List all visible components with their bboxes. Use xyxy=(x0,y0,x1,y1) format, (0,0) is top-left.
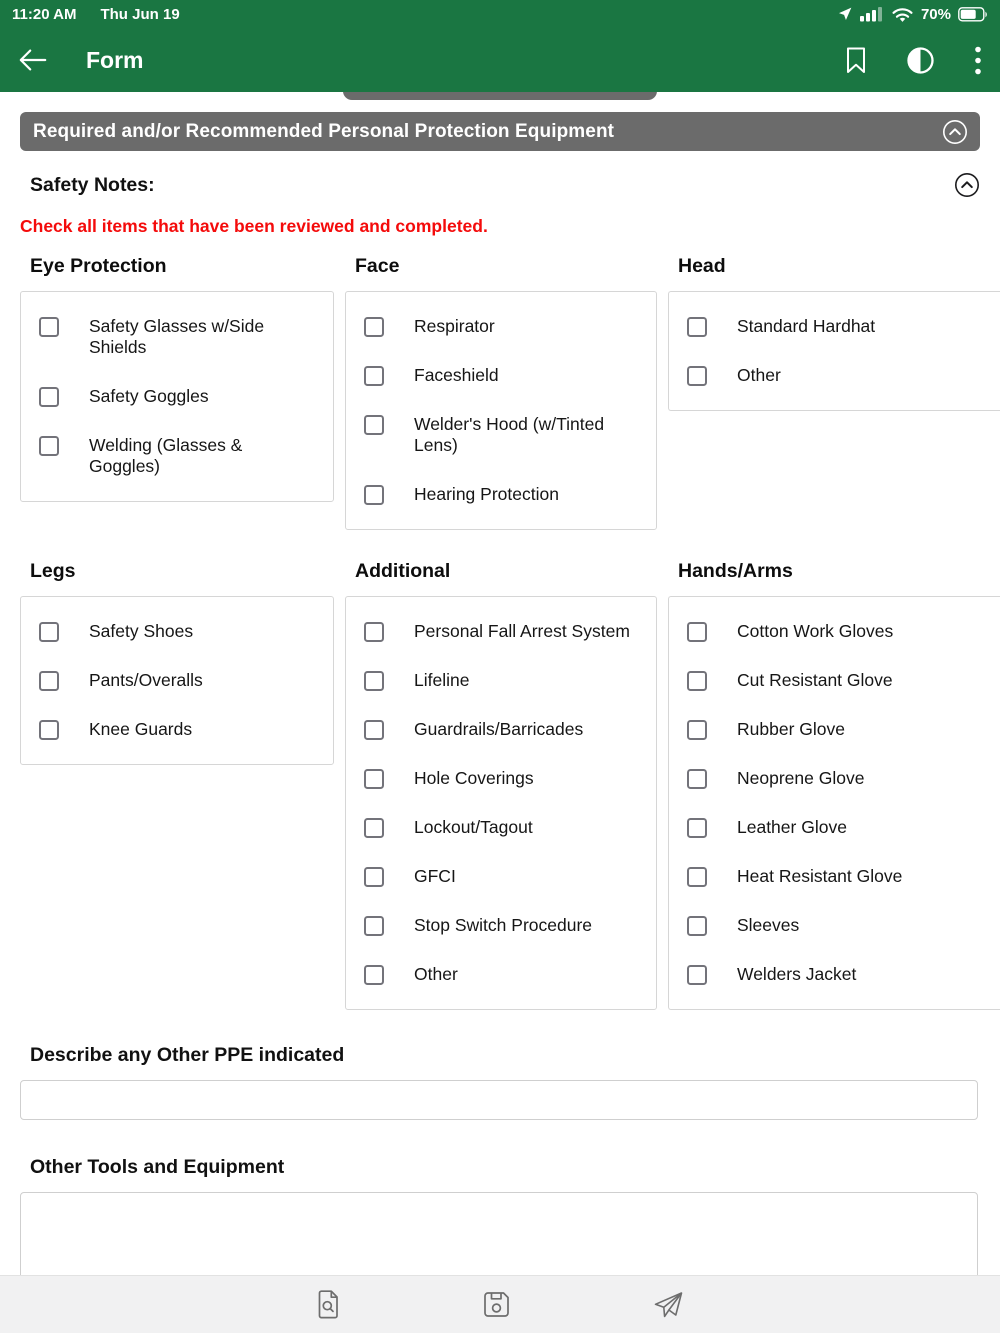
checkbox-label: Lifeline xyxy=(414,670,470,690)
ppe-group-legs xyxy=(20,560,334,765)
chevron-up-circle-icon[interactable] xyxy=(954,172,980,198)
bookmark-button[interactable] xyxy=(843,44,869,77)
checkbox-label: Pants/Overalls xyxy=(89,670,203,690)
status-bar xyxy=(0,0,1000,28)
bookmark-icon xyxy=(845,46,867,75)
checkbox[interactable] xyxy=(39,671,59,691)
other-ppe-label: Describe any Other PPE indicated xyxy=(30,1044,345,1066)
checkbox-label: Neoprene Glove xyxy=(737,768,865,788)
checkbox-label: Heat Resistant Glove xyxy=(737,866,903,886)
checkbox-label: Hearing Protection xyxy=(414,484,559,504)
nav-bar xyxy=(0,28,1000,92)
other-tools-label: Other Tools and Equipment xyxy=(30,1156,285,1178)
safety-notes-label: Safety Notes: xyxy=(30,173,155,196)
checkbox[interactable] xyxy=(39,387,59,407)
checkbox-row-heat-resistant-glove[interactable] xyxy=(669,852,1000,901)
group-box xyxy=(668,596,1000,1010)
checkbox[interactable] xyxy=(39,622,59,642)
group-title: Additional xyxy=(355,560,451,582)
checkbox-row-cut-resistant-glove[interactable] xyxy=(669,656,1000,705)
ppe-group-hands-arms xyxy=(668,560,1000,1010)
checkbox-row-personal-fall-arrest-system[interactable] xyxy=(346,607,656,656)
checkbox-row-welding-glasses-goggles[interactable] xyxy=(21,421,333,491)
checkbox-row-hearing-protection[interactable] xyxy=(346,470,656,519)
checkbox-label: Welder's Hood (w/Tinted Lens) xyxy=(414,414,605,455)
checkbox-row-stop-switch-procedure[interactable] xyxy=(346,901,656,950)
checkbox-row-safety-shoes[interactable] xyxy=(21,607,333,656)
document-preview-icon xyxy=(316,1290,340,1319)
section-title: Required and/or Recommended Personal Protection Equipment xyxy=(33,120,615,142)
checkbox-row-welder-s-hood-w-tinted-lens[interactable] xyxy=(346,400,656,470)
checkbox-label: Stop Switch Procedure xyxy=(414,915,593,935)
group-box xyxy=(345,291,657,530)
checkbox[interactable] xyxy=(687,769,707,789)
checkbox[interactable] xyxy=(364,485,384,505)
group-title: Face xyxy=(355,255,400,277)
contrast-button[interactable] xyxy=(903,43,938,78)
checkbox-row-safety-goggles[interactable] xyxy=(21,372,333,421)
battery-percent: 70% xyxy=(920,5,951,23)
checkbox-row-pants-overalls[interactable] xyxy=(21,656,333,705)
checkbox[interactable] xyxy=(39,317,59,337)
checkbox[interactable] xyxy=(364,720,384,740)
checkbox-label: GFCI xyxy=(414,866,456,886)
save-icon xyxy=(483,1291,510,1318)
checkbox[interactable] xyxy=(364,671,384,691)
checkbox-label: Lockout/Tagout xyxy=(414,817,533,837)
checkbox-row-hole-coverings[interactable] xyxy=(346,754,656,803)
status-time: 11:20 AM xyxy=(12,5,77,23)
location-icon xyxy=(837,6,853,22)
checkbox-row-other[interactable] xyxy=(346,950,656,999)
checkbox[interactable] xyxy=(687,867,707,887)
checkbox[interactable] xyxy=(687,622,707,642)
checkbox[interactable] xyxy=(687,720,707,740)
checkbox-label: Leather Glove xyxy=(737,817,847,837)
checkbox-row-knee-guards[interactable] xyxy=(21,705,333,754)
checkbox[interactable] xyxy=(364,867,384,887)
group-title: Legs xyxy=(30,560,76,582)
checkbox-row-other[interactable] xyxy=(669,351,1000,400)
checkbox-label: Cotton Work Gloves xyxy=(737,621,894,641)
page-title: Form xyxy=(86,46,144,73)
back-button[interactable] xyxy=(16,45,50,75)
battery-icon xyxy=(958,7,988,22)
group-box xyxy=(668,291,1000,411)
group-title: Eye Protection xyxy=(30,255,167,277)
checkbox-row-sleeves[interactable] xyxy=(669,901,1000,950)
checkbox-label: Guardrails/Barricades xyxy=(414,719,584,739)
checkbox[interactable] xyxy=(687,916,707,936)
section-header-ppe[interactable] xyxy=(20,112,980,151)
checkbox[interactable] xyxy=(687,366,707,386)
overflow-menu-button[interactable] xyxy=(972,43,984,78)
checkbox-label: Safety Goggles xyxy=(89,386,209,406)
checkbox[interactable] xyxy=(687,818,707,838)
checkbox[interactable] xyxy=(364,769,384,789)
checkbox[interactable] xyxy=(364,916,384,936)
checkbox[interactable] xyxy=(364,622,384,642)
checkbox-row-gfci[interactable] xyxy=(346,852,656,901)
checkbox-row-respirator[interactable] xyxy=(346,302,656,351)
wifi-icon xyxy=(891,6,914,23)
checkbox-row-standard-hardhat[interactable] xyxy=(669,302,1000,351)
checkbox-label: Welders Jacket xyxy=(737,964,857,984)
checkbox-row-leather-glove[interactable] xyxy=(669,803,1000,852)
group-box xyxy=(20,596,334,765)
other-ppe-input[interactable] xyxy=(20,1080,978,1120)
checkbox[interactable] xyxy=(364,818,384,838)
ppe-group-head xyxy=(668,255,1000,411)
checkbox-row-guardrails-barricades[interactable] xyxy=(346,705,656,754)
checkbox-row-cotton-work-gloves[interactable] xyxy=(669,607,1000,656)
checkbox[interactable] xyxy=(687,317,707,337)
checkbox-label: Other xyxy=(414,964,458,984)
save-button[interactable] xyxy=(481,1289,512,1320)
ppe-group-face xyxy=(345,255,657,530)
ppe-grid xyxy=(20,255,1000,1010)
instruction-text: Check all items that have been reviewed and completed. xyxy=(20,216,488,236)
checkbox[interactable] xyxy=(39,436,59,456)
group-title: Hands/Arms xyxy=(678,560,793,582)
checkbox-label: Hole Coverings xyxy=(414,768,534,788)
checkbox[interactable] xyxy=(687,965,707,985)
overflow-menu-icon xyxy=(974,45,982,76)
checkbox[interactable] xyxy=(39,720,59,740)
checkbox-row-neoprene-glove[interactable] xyxy=(669,754,1000,803)
chevron-up-circle-icon[interactable] xyxy=(942,119,968,145)
contrast-icon xyxy=(905,45,936,76)
checkbox[interactable] xyxy=(687,671,707,691)
checkbox-label: Safety Glasses w/Side Shields xyxy=(89,316,265,357)
preview-button[interactable] xyxy=(314,1288,342,1321)
safety-notes-header[interactable] xyxy=(30,172,980,198)
group-box xyxy=(20,291,334,502)
checkbox[interactable] xyxy=(364,366,384,386)
checkbox-label: Welding (Glasses & Goggles) xyxy=(89,435,243,476)
checkbox-row-lockout-tagout[interactable] xyxy=(346,803,656,852)
checkbox-label: Personal Fall Arrest System xyxy=(414,621,630,641)
checkbox-label: Safety Shoes xyxy=(89,621,194,641)
ppe-group-eye-protection xyxy=(20,255,334,502)
checkbox-label: Other xyxy=(737,365,781,385)
checkbox-row-lifeline[interactable] xyxy=(346,656,656,705)
checkbox-label: Standard Hardhat xyxy=(737,316,876,336)
checkbox-label: Knee Guards xyxy=(89,719,193,739)
checkbox[interactable] xyxy=(364,965,384,985)
group-box xyxy=(345,596,657,1010)
checkbox-label: Sleeves xyxy=(737,915,800,935)
send-icon xyxy=(653,1290,684,1320)
send-button[interactable] xyxy=(651,1288,686,1322)
bottom-toolbar xyxy=(0,1275,1000,1333)
checkbox-row-safety-glasses-w-side-shields[interactable] xyxy=(21,302,333,372)
back-arrow-icon xyxy=(18,47,48,73)
group-title: Head xyxy=(678,255,726,277)
cellular-signal-icon xyxy=(860,6,884,22)
checkbox[interactable] xyxy=(364,415,384,435)
checkbox-label: Respirator xyxy=(414,316,495,336)
checkbox-label: Rubber Glove xyxy=(737,719,845,739)
checkbox-row-welders-jacket[interactable] xyxy=(669,950,1000,999)
status-date: Thu Jun 19 xyxy=(100,5,180,23)
checkbox-row-faceshield[interactable] xyxy=(346,351,656,400)
checkbox-label: Faceshield xyxy=(414,365,499,385)
checkbox[interactable] xyxy=(364,317,384,337)
checkbox-label: Cut Resistant Glove xyxy=(737,670,893,690)
ppe-group-additional xyxy=(345,560,657,1010)
checkbox-row-rubber-glove[interactable] xyxy=(669,705,1000,754)
